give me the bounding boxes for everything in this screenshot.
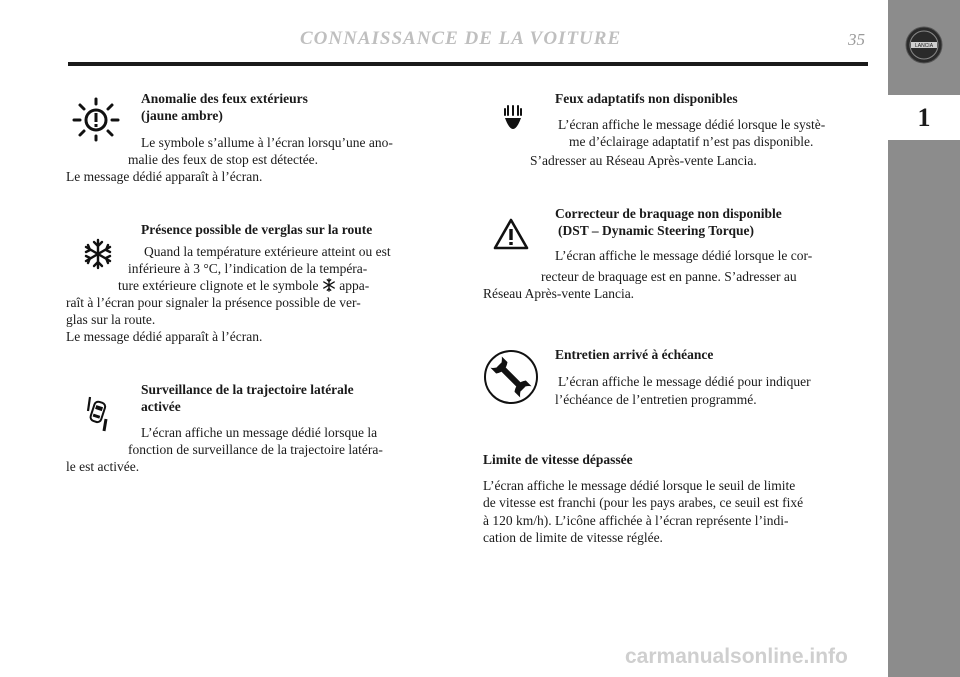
section-subtitle-lane: activée xyxy=(141,399,181,414)
body-text: l’échéance de l’entretien programmé. xyxy=(555,392,757,407)
body-text: L’écran affiche un message dédié lorsque la xyxy=(141,425,378,440)
section-title-adaptive-lights: Feux adaptatifs non disponibles xyxy=(555,91,738,106)
chapter-number: 1 xyxy=(888,95,960,140)
body-text-part: appa- xyxy=(339,278,370,293)
body-text: S’adresser au Réseau Après-vente Lancia. xyxy=(530,153,757,168)
section-title-speed-limit: Limite de vitesse dépassée xyxy=(483,452,633,467)
page-header-title: CONNAISSANCE DE LA VOITURE xyxy=(300,28,622,49)
body-text: à 120 km/h). L’icône affichée à l’écran représente l’indi- xyxy=(483,513,789,528)
body-text: fonction de surveillance de la trajectoire latéra- xyxy=(128,442,383,457)
body-text: glas sur la route. xyxy=(66,312,156,327)
body-text: L’écran affiche le message dédié pour indiquer xyxy=(558,374,811,389)
section-title-maintenance: Entretien arrivé à échéance xyxy=(555,347,714,362)
header-rule xyxy=(68,62,868,66)
body-text: Le message dédié apparaît à l’écran. xyxy=(66,169,263,184)
lane-monitoring-icon xyxy=(86,393,110,433)
section-title-lane: Surveillance de la trajectoire latérale xyxy=(141,382,354,397)
adaptive-headlight-icon xyxy=(503,104,523,138)
section-title-exterior-lights: Anomalie des feux extérieurs xyxy=(141,91,308,106)
section-title-ice: Présence possible de verglas sur la route xyxy=(141,222,373,237)
watermark: carmanualsonline.info xyxy=(625,645,848,668)
body-text: Réseau Après-vente Lancia. xyxy=(483,286,635,301)
section-subtitle-steering: (DST – Dynamic Steering Torque) xyxy=(558,223,755,238)
snowflake-inline-icon xyxy=(322,278,336,292)
section-title-steering: Correcteur de braquage non disponible xyxy=(555,206,782,221)
body-text: le est activée. xyxy=(66,459,140,474)
body-text: de vitesse est franchi (pour les pays arabes, ce seuil est fixé xyxy=(483,495,804,510)
section-subtitle-exterior-lights: (jaune ambre) xyxy=(141,108,223,123)
body-text: L’écran affiche le message dédié lorsque le systè- xyxy=(558,117,826,132)
body-text-part: ture extérieure clignote et le symbole xyxy=(118,278,319,293)
lancia-logo xyxy=(905,26,943,64)
body-text: inférieure à 3 °C, l’indication de la tempéra- xyxy=(128,261,368,276)
body-text: malie des feux de stop est détectée. xyxy=(128,152,319,167)
body-text: raît à l’écran pour signaler la présence possible de ver- xyxy=(66,295,361,310)
body-text: me d’éclairage adaptatif n’est pas disponible. xyxy=(569,134,814,149)
exterior-light-fault-icon xyxy=(70,96,122,142)
body-text: recteur de braquage est en panne. S’adresser au xyxy=(541,269,797,284)
body-text: Le symbole s’allume à l’écran lorsqu’une ano- xyxy=(141,135,393,150)
body-text: Le message dédié apparaît à l’écran. xyxy=(66,329,263,344)
snowflake-icon xyxy=(82,238,114,270)
warning-triangle-icon xyxy=(493,218,529,250)
body-text: Quand la température extérieure atteint ou est xyxy=(144,244,391,259)
body-text: cation de limite de vitesse réglée. xyxy=(483,530,663,545)
page-number: 35 xyxy=(848,30,865,49)
body-text: L’écran affiche le message dédié lorsque le seuil de limite xyxy=(483,478,796,493)
wrench-icon xyxy=(482,348,540,406)
body-text: L’écran affiche le message dédié lorsque le cor- xyxy=(555,248,813,263)
logo-text: LANCIA xyxy=(914,43,934,49)
body-text xyxy=(118,277,369,294)
